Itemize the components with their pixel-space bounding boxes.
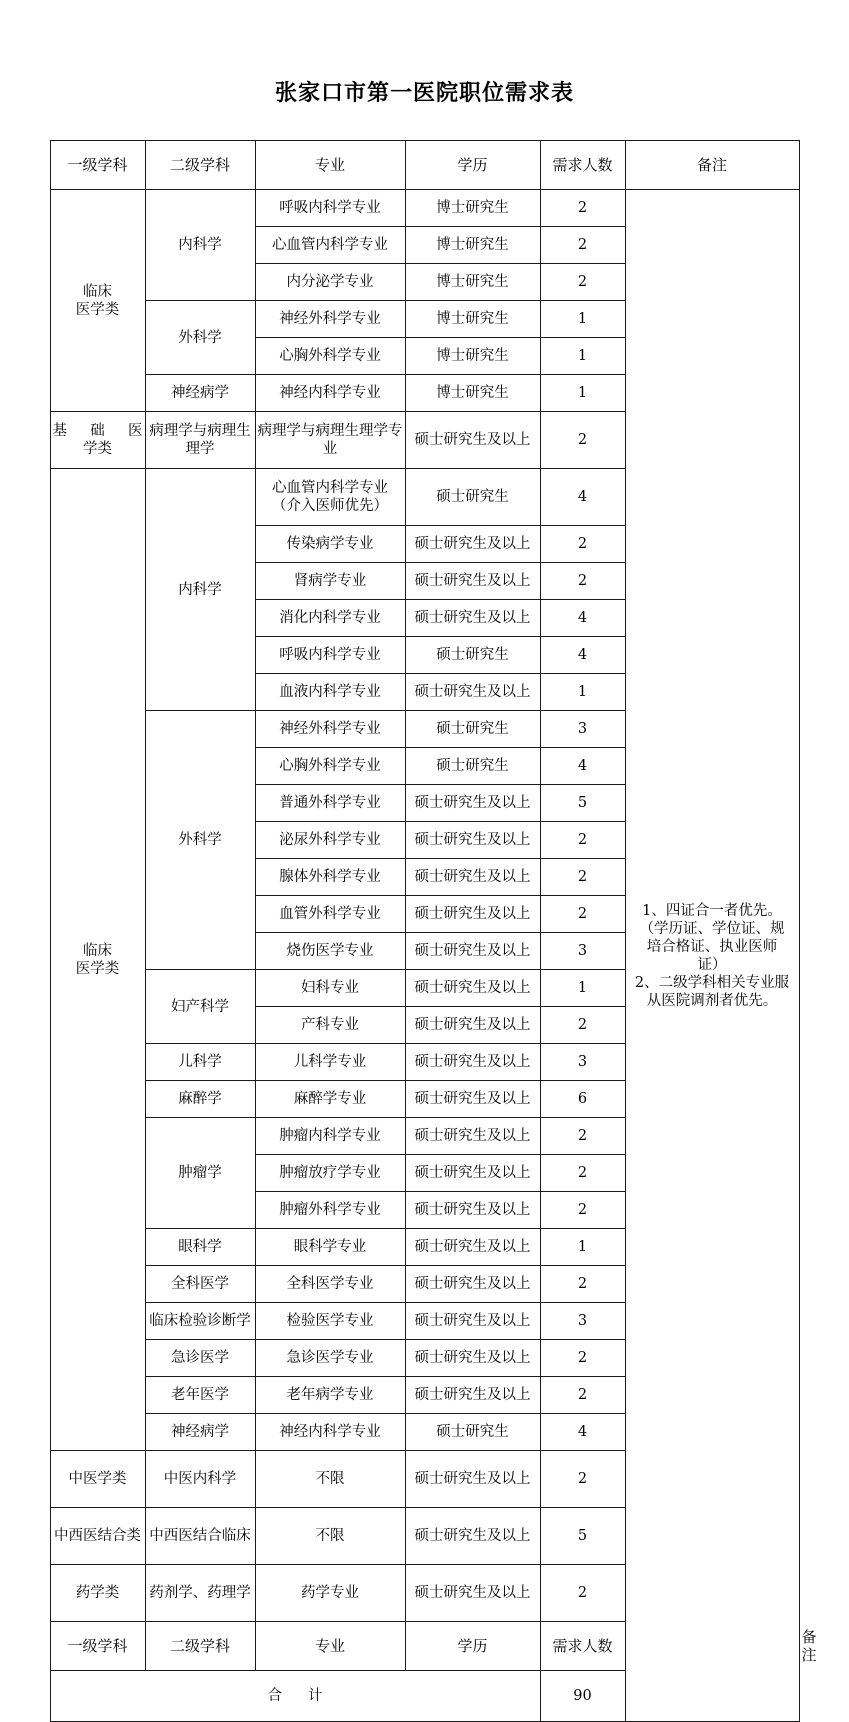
- degree-cell: 硕士研究生: [405, 711, 540, 748]
- count-cell: 2: [540, 1565, 625, 1622]
- count-cell: 4: [540, 637, 625, 674]
- group-basic-medicine: [50, 412, 145, 469]
- major-cell: 检验医学专业: [255, 1303, 405, 1340]
- subject-obstetrics-gynecology: 妇产科学: [145, 970, 255, 1044]
- major-cell: 泌尿外科学专业: [255, 822, 405, 859]
- subject-internal-medicine: 内科学: [145, 469, 255, 711]
- degree-cell: 硕士研究生及以上: [405, 526, 540, 563]
- degree-cell: 硕士研究生及以上: [405, 1266, 540, 1303]
- major-cell: 呼吸内科学专业: [255, 637, 405, 674]
- total-label: 合计: [50, 1671, 540, 1722]
- degree-cell: 硕士研究生及以上: [405, 1044, 540, 1081]
- footer-header-degree: 学历: [405, 1622, 540, 1671]
- major-cell: 不限: [255, 1508, 405, 1565]
- major-cell: 心胸外科学专业: [255, 748, 405, 785]
- remark-line-1: 1、四证合一者优先。: [642, 902, 782, 919]
- degree-cell: 博士研究生: [405, 375, 540, 412]
- count-cell: 1: [540, 375, 625, 412]
- degree-cell: 硕士研究生及以上: [405, 1118, 540, 1155]
- group-label-line2: 学类: [83, 441, 112, 457]
- job-requirements-table: [50, 140, 817, 1722]
- degree-cell: 硕士研究生: [405, 748, 540, 785]
- remark-item-2: [628, 974, 797, 1010]
- count-cell: 1: [540, 338, 625, 375]
- major-line-2: （介入医师优先）: [272, 498, 388, 514]
- subject-oncology: 肿瘤学: [145, 1118, 255, 1229]
- subject-surgery: 外科学: [145, 301, 255, 375]
- group-pharmacy: 药学类: [50, 1565, 145, 1622]
- major-cell: 全科医学专业: [255, 1266, 405, 1303]
- count-cell: 2: [540, 526, 625, 563]
- count-cell: 5: [540, 785, 625, 822]
- count-cell: 2: [540, 822, 625, 859]
- degree-cell: 博士研究生: [405, 190, 540, 227]
- major-cell: 心血管内科学专业: [255, 227, 405, 264]
- count-cell: 3: [540, 933, 625, 970]
- major-cell: 心胸外科学专业: [255, 338, 405, 375]
- degree-cell: 硕士研究生及以上: [405, 1229, 540, 1266]
- header-degree: 学历: [405, 141, 540, 190]
- count-cell: 1: [540, 301, 625, 338]
- subject-internal-medicine: 内科学: [145, 190, 255, 301]
- header-primary-discipline: 一级学科: [50, 141, 145, 190]
- header-remarks: 备注: [625, 141, 799, 190]
- count-cell: 2: [540, 859, 625, 896]
- group-label-part1: 基础: [52, 423, 128, 439]
- major-cell: 眼科学专业: [255, 1229, 405, 1266]
- count-cell: 2: [540, 1377, 625, 1414]
- count-cell: 2: [540, 1007, 625, 1044]
- count-cell: 1: [540, 1229, 625, 1266]
- major-cell: 呼吸内科学专业: [255, 190, 405, 227]
- subject-lab-diagnostics: 临床检验诊断学: [145, 1303, 255, 1340]
- count-cell: 2: [540, 1118, 625, 1155]
- subject-emergency-medicine: 急诊医学: [145, 1340, 255, 1377]
- header-headcount: 需求人数: [540, 141, 625, 190]
- table-row: [50, 190, 799, 227]
- degree-cell: 硕士研究生及以上: [405, 1303, 540, 1340]
- group-tcm: 中医学类: [50, 1451, 145, 1508]
- major-cell: 神经内科学专业: [255, 375, 405, 412]
- major-cell: 急诊医学专业: [255, 1340, 405, 1377]
- count-cell: 2: [540, 264, 625, 301]
- major-cell: 神经外科学专业: [255, 711, 405, 748]
- count-cell: 2: [540, 896, 625, 933]
- degree-cell: 硕士研究生及以上: [405, 1081, 540, 1118]
- degree-cell: 博士研究生: [405, 227, 540, 264]
- subject-surgery: 外科学: [145, 711, 255, 970]
- group-clinical-doctoral: [50, 190, 145, 412]
- degree-cell: 硕士研究生及以上: [405, 859, 540, 896]
- major-cell: 消化内科学专业: [255, 600, 405, 637]
- remark-line-2: （学历证、学位证、规: [639, 920, 785, 937]
- degree-cell: 硕士研究生及以上: [405, 1565, 540, 1622]
- header-secondary-discipline: 二级学科: [145, 141, 255, 190]
- footer-header-headcount: 需求人数: [540, 1622, 625, 1671]
- major-cell: 病理学与病理生理学专业: [255, 412, 405, 469]
- count-cell: 2: [540, 1155, 625, 1192]
- major-cell: 血液内科学专业: [255, 674, 405, 711]
- count-cell: 1: [540, 970, 625, 1007]
- major-cell: 神经内科学专业: [255, 1414, 405, 1451]
- subject-neurology: 神经病学: [145, 1414, 255, 1451]
- count-cell: 2: [540, 190, 625, 227]
- count-cell: 4: [540, 469, 625, 526]
- major-cell: 烧伤医学专业: [255, 933, 405, 970]
- degree-cell: 硕士研究生及以上: [405, 1155, 540, 1192]
- group-label-part2: 医: [128, 423, 143, 439]
- count-cell: 4: [540, 600, 625, 637]
- major-cell: 腺体外科学专业: [255, 859, 405, 896]
- major-cell: 麻醉学专业: [255, 1081, 405, 1118]
- subject-neurology: 神经病学: [145, 375, 255, 412]
- count-cell: 2: [540, 1192, 625, 1229]
- degree-cell: 硕士研究生及以上: [405, 933, 540, 970]
- major-cell: 肾病学专业: [255, 563, 405, 600]
- major-cell: 传染病学专业: [255, 526, 405, 563]
- major-cell: 不限: [255, 1451, 405, 1508]
- degree-cell: 博士研究生: [405, 338, 540, 375]
- degree-cell: 博士研究生: [405, 301, 540, 338]
- major-cell: 产科专业: [255, 1007, 405, 1044]
- page-title: 张家口市第一医院职位需求表: [274, 80, 574, 106]
- degree-cell: 硕士研究生及以上: [405, 970, 540, 1007]
- remarks-cell: [625, 190, 799, 1722]
- major-cell: 肿瘤外科学专业: [255, 1192, 405, 1229]
- degree-cell: 硕士研究生及以上: [405, 1007, 540, 1044]
- degree-cell: 硕士研究生及以上: [405, 1451, 540, 1508]
- major-cell: 血管外科学专业: [255, 896, 405, 933]
- subject-anesthesiology: 麻醉学: [145, 1081, 255, 1118]
- subject-geriatrics: 老年医学: [145, 1377, 255, 1414]
- remark-line-3: 培合格证、执业医师: [646, 938, 778, 955]
- major-cell: 药学专业: [255, 1565, 405, 1622]
- count-cell: 1: [540, 674, 625, 711]
- count-cell: 2: [540, 412, 625, 469]
- remark-line-6: 从医院调剂者优先。: [646, 992, 778, 1009]
- major-cell: 儿科学专业: [255, 1044, 405, 1081]
- degree-cell: 硕士研究生及以上: [405, 1192, 540, 1229]
- degree-cell: 博士研究生: [405, 264, 540, 301]
- degree-cell: 硕士研究生及以上: [405, 600, 540, 637]
- count-cell: 2: [540, 563, 625, 600]
- count-cell: 3: [540, 1303, 625, 1340]
- major-cell: 普通外科学专业: [255, 785, 405, 822]
- subject-integrated-clinical: 中西医结合临床: [145, 1508, 255, 1565]
- footer-header-secondary-discipline: 二级学科: [145, 1622, 255, 1671]
- count-cell: 2: [540, 1266, 625, 1303]
- count-cell: 5: [540, 1508, 625, 1565]
- major-cell: 妇科专业: [255, 970, 405, 1007]
- group-label-line1: 临床: [83, 942, 112, 959]
- group-integrated-medicine: 中西医结合类: [50, 1508, 145, 1565]
- table-header-row: [50, 141, 799, 190]
- major-cell: 肿瘤内科学专业: [255, 1118, 405, 1155]
- count-cell: 2: [540, 1340, 625, 1377]
- subject-pediatrics: 儿科学: [145, 1044, 255, 1081]
- count-cell: 6: [540, 1081, 625, 1118]
- remark-item-1: [628, 902, 797, 974]
- remark-line-5: 2、二级学科相关专业服: [634, 974, 790, 991]
- count-cell: 2: [540, 227, 625, 264]
- count-cell: 3: [540, 711, 625, 748]
- degree-cell: 硕士研究生及以上: [405, 1508, 540, 1565]
- group-label-line2: 医学类: [75, 301, 120, 318]
- subject-pharmacy: 药剂学、药理学: [145, 1565, 255, 1622]
- degree-cell: 硕士研究生及以上: [405, 896, 540, 933]
- major-cell: 肿瘤放疗学专业: [255, 1155, 405, 1192]
- degree-cell: 硕士研究生: [405, 469, 540, 526]
- remark-line-4: 证）: [697, 956, 727, 973]
- degree-cell: 硕士研究生及以上: [405, 674, 540, 711]
- group-label-line2: 医学类: [75, 960, 120, 977]
- group-clinical-master: [50, 469, 145, 1451]
- count-cell: 3: [540, 1044, 625, 1081]
- subject-ophthalmology: 眼科学: [145, 1229, 255, 1266]
- table-footer-header-row: 一级学科 二级学科 专业 学历 需求人数 备注: [50, 1622, 799, 1671]
- total-count: 90: [540, 1671, 625, 1722]
- degree-cell: 硕士研究生及以上: [405, 1377, 540, 1414]
- major-cell: 神经外科学专业: [255, 301, 405, 338]
- group-label-line1: 临床: [83, 283, 112, 300]
- subject-tcm-internal: 中医内科学: [145, 1451, 255, 1508]
- degree-cell: 硕士研究生及以上: [405, 563, 540, 600]
- degree-cell: 硕士研究生及以上: [405, 412, 540, 469]
- major-cell: 老年病学专业: [255, 1377, 405, 1414]
- footer-header-major: 专业: [255, 1622, 405, 1671]
- footer-header-primary-discipline: 一级学科: [50, 1622, 145, 1671]
- subject-pathology: 病理学与病理生理学: [145, 412, 255, 469]
- major-cell: 内分泌学专业: [255, 264, 405, 301]
- major-cell: [255, 469, 405, 526]
- degree-cell: 硕士研究生及以上: [405, 785, 540, 822]
- subject-general-practice: 全科医学: [145, 1266, 255, 1303]
- major-line-1: 心血管内科学专业: [272, 480, 388, 496]
- count-cell: 2: [540, 1451, 625, 1508]
- count-cell: 4: [540, 1414, 625, 1451]
- degree-cell: 硕士研究生: [405, 637, 540, 674]
- degree-cell: 硕士研究生及以上: [405, 822, 540, 859]
- degree-cell: 硕士研究生及以上: [405, 1340, 540, 1377]
- count-cell: 4: [540, 748, 625, 785]
- degree-cell: 硕士研究生: [405, 1414, 540, 1451]
- header-major: 专业: [255, 141, 405, 190]
